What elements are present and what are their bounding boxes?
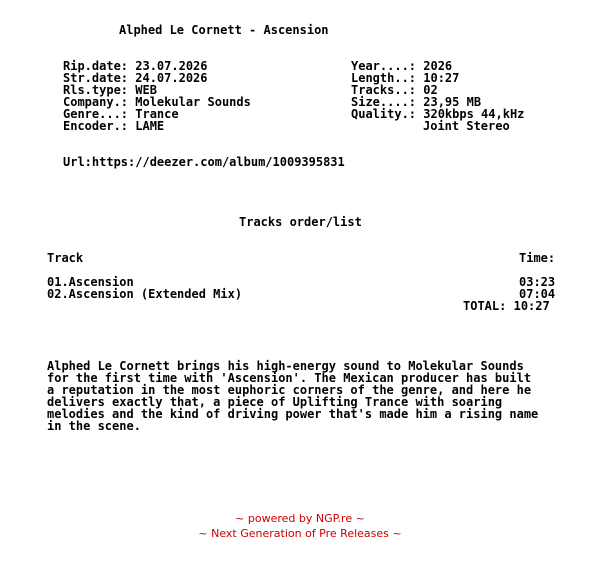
info-label: Size....: <box>351 95 424 109</box>
info-label: Rip.date: <box>63 59 136 73</box>
info-label: Quality.: <box>351 107 424 121</box>
total-length <box>463 300 550 312</box>
info-value: Molekular Sounds <box>135 95 251 109</box>
info-value: 24.07.2026 <box>135 71 208 85</box>
info-value: 2026 <box>423 59 453 73</box>
total-label: TOTAL: <box>463 299 507 313</box>
info-value: 23.07.2026 <box>135 59 208 73</box>
info-label: Length..: <box>351 71 424 85</box>
info-value: 10:27 <box>423 71 460 85</box>
info-value: 02 <box>423 83 438 97</box>
description-line: a reputation in the most euphoric corners of the genre, and here he <box>47 383 532 397</box>
tracklist-heading: Tracks order/list <box>239 215 362 229</box>
track-time: 07:04 <box>519 287 556 301</box>
info-row-encoder <box>63 120 164 132</box>
info-value: 23,95 MB <box>423 95 482 109</box>
info-label: Year....: <box>351 59 424 73</box>
info-label: Rls.type: <box>63 83 136 97</box>
description-line: for the first time with 'Ascension'. The Mexican producer has built <box>47 371 532 385</box>
release-title: Alphed Le Cornett - Ascension <box>119 23 329 37</box>
info-label: Str.date: <box>63 71 136 85</box>
track-column-header: Track <box>47 251 84 265</box>
track-name: 02.Ascension (Extended Mix) <box>47 287 243 301</box>
description-line: melodies and the kind of driving power that's made him a rising name <box>47 407 539 421</box>
total-value: 10:27 <box>513 299 550 313</box>
info-value: LAME <box>135 119 165 133</box>
info-value: 320kbps 44,kHz <box>423 107 525 121</box>
time-column-header: Time: <box>519 251 556 265</box>
description-line: delivers exactly that, a piece of Uplifting Trance with soaring <box>47 395 503 409</box>
info-label: Company.: <box>63 95 136 109</box>
info-value: Trance <box>135 107 179 121</box>
description-line: in the scene. <box>47 419 141 433</box>
album-url: Url:https://deezer.com/album/1009395831 <box>63 155 345 169</box>
info-label: Encoder.: <box>63 119 136 133</box>
footer-powered-by: ~ powered by NGP.re ~ <box>235 512 365 525</box>
info-label: Tracks..: <box>351 83 424 97</box>
track-name: 01.Ascension <box>47 275 134 289</box>
info-value: WEB <box>135 83 157 97</box>
description-line: Alphed Le Cornett brings his high-energy sound to Molekular Sounds <box>47 359 524 373</box>
info-label: Genre...: <box>63 107 136 121</box>
track-time: 03:23 <box>519 275 556 289</box>
footer-tagline: ~ Next Generation of Pre Releases ~ <box>198 527 402 540</box>
info-quality-extra: Joint Stereo <box>423 119 510 133</box>
